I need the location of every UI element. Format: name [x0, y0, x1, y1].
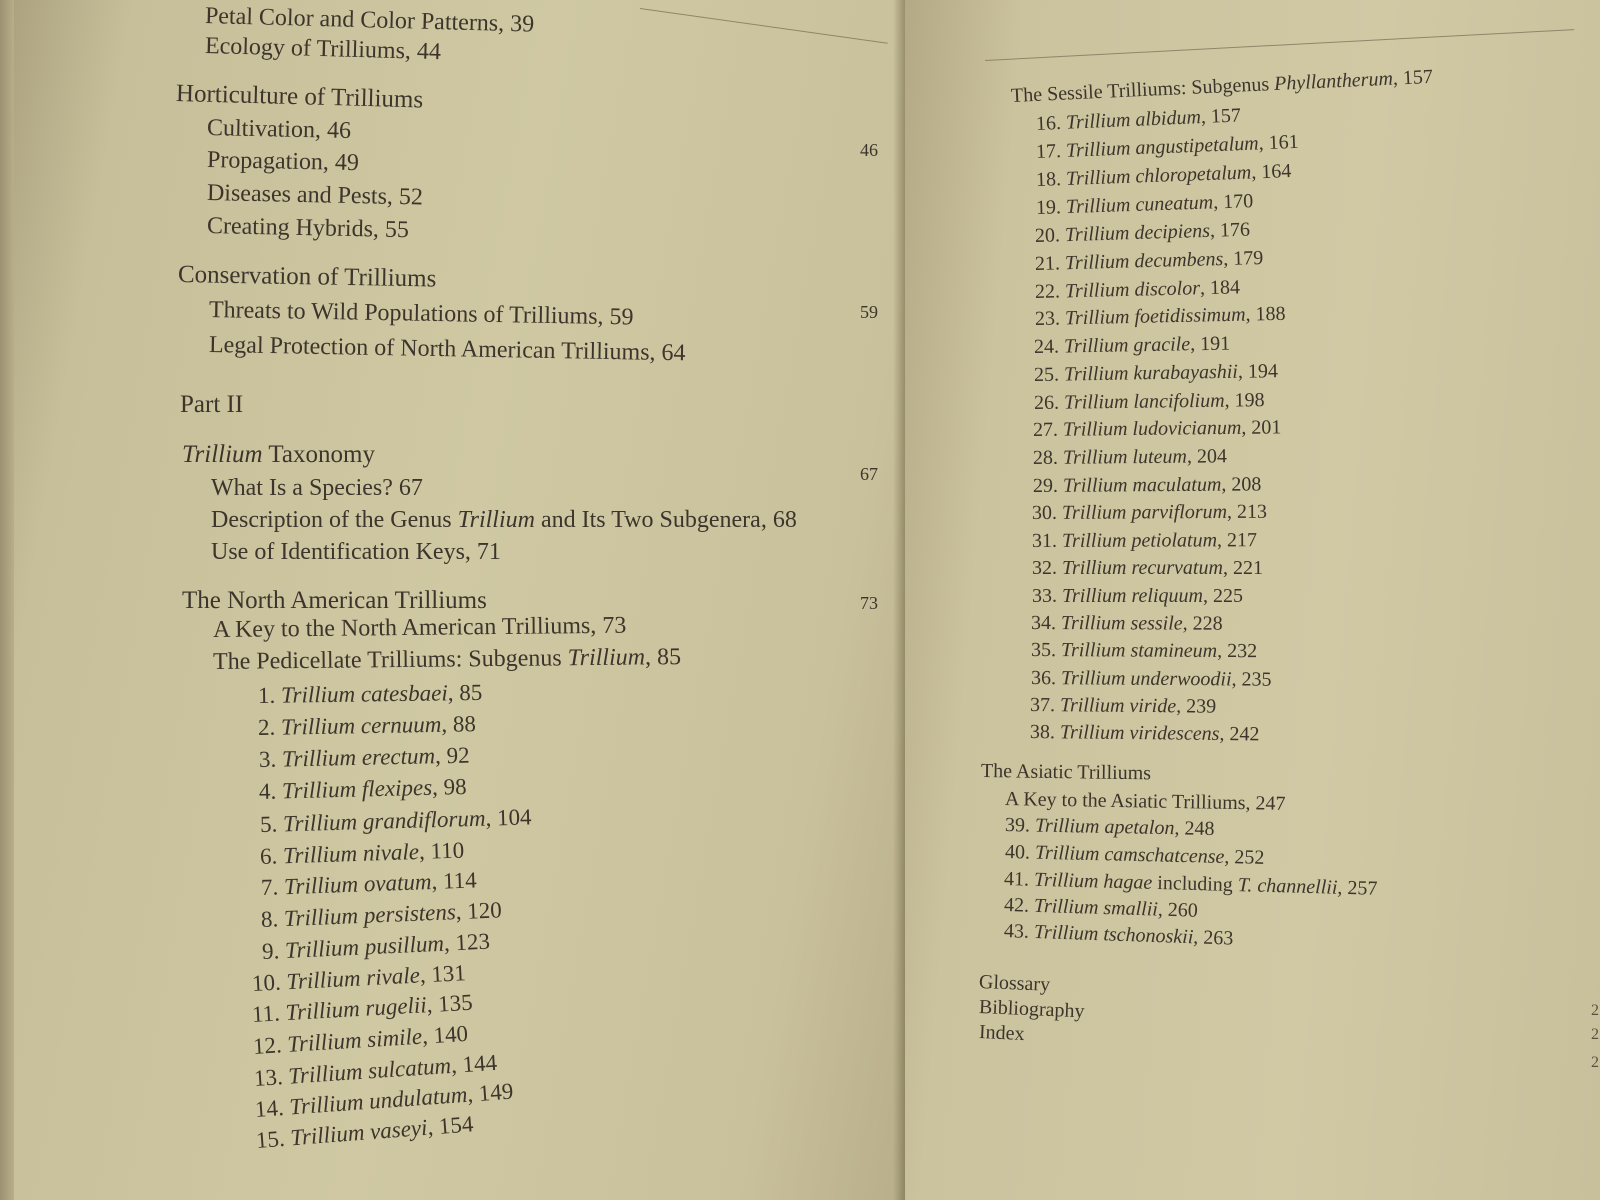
- toc-entry: Ecology of Trilliums, 44: [204, 33, 442, 66]
- toc-entry: Propagation, 49: [206, 147, 360, 177]
- species-entry: 10. Trillium rivale, 131: [251, 960, 467, 996]
- species-entry: 2. Trillium cernuum, 88: [257, 711, 477, 740]
- toc-entry: What Is a Species? 67: [211, 475, 423, 501]
- part-heading: Part II: [180, 391, 244, 418]
- species-entry: 30. Trillium parviflorum, 213: [1031, 500, 1268, 524]
- species-entry: 41. Trillium hagae including T. channellii, 257: [1003, 868, 1378, 900]
- toc-entry: A Key to the North American Trilliums, 73: [212, 612, 627, 643]
- toc-entry: Petal Color and Color Patterns, 39: [204, 3, 535, 38]
- species-entry: 8. Trillium persistens, 120: [260, 897, 503, 932]
- toc-section-heading: The North American Trilliums: [182, 587, 487, 614]
- species-entry: 35. Trillium stamineum, 232: [1030, 639, 1258, 663]
- back-matter-entry: Glossary: [978, 971, 1051, 996]
- cropped-page-number: 2: [1591, 1002, 1599, 1019]
- toc-entry: Creating Hybrids, 55: [206, 213, 410, 244]
- left-page-edge: [0, 0, 14, 1200]
- toc-entry: Threats to Wild Populations of Trilliums, 59: [208, 297, 634, 331]
- species-entry: 11. Trillium rugelii, 135: [251, 989, 474, 1027]
- species-entry: 17. Trillium angustipetalum, 161: [1035, 130, 1300, 163]
- top-rule-right: [985, 29, 1574, 61]
- species-entry: 38. Trillium viridescens, 242: [1029, 721, 1260, 746]
- species-entry: 42. Trillium smallii, 260: [1003, 894, 1199, 922]
- margin-page-number: 46: [860, 140, 878, 160]
- species-entry: 19. Trillium cuneatum, 170: [1035, 190, 1254, 219]
- species-entry: 29. Trillium maculatum, 208: [1032, 473, 1262, 497]
- species-entry: 14. Trillium undulatum, 149: [254, 1078, 515, 1122]
- species-entry: 4. Trillium flexipes, 98: [258, 773, 467, 804]
- right-page: [905, 0, 1600, 1200]
- species-entry: 18. Trillium chloropetalum, 164: [1035, 160, 1292, 191]
- species-entry: 12. Trillium simile, 140: [252, 1020, 469, 1059]
- toc-section-heading: The Sessile Trilliums: Subgenus Phyllantherum, 157: [1010, 65, 1434, 107]
- species-entry: 1. Trillium catesbaei, 85: [257, 679, 483, 708]
- species-entry: 28. Trillium luteum, 204: [1032, 445, 1227, 469]
- species-entry: 9. Trillium pusillum, 123: [261, 928, 491, 964]
- species-entry: 43. Trillium tschonoskii, 263: [1003, 920, 1234, 950]
- top-rule-left: [640, 8, 888, 44]
- species-entry: 33. Trillium reliquum, 225: [1032, 585, 1243, 607]
- back-matter-entry: Index: [978, 1021, 1025, 1046]
- toc-entry: The Pedicellate Trilliums: Subgenus Trillium, 85: [212, 644, 682, 675]
- toc-entry: Cultivation, 46: [206, 115, 352, 145]
- species-entry: 36. Trillium underwoodii, 235: [1030, 667, 1272, 691]
- cropped-page-number: 2: [1591, 1026, 1599, 1043]
- toc-section-heading: Horticulture of Trilliums: [175, 80, 424, 114]
- species-entry: 6. Trillium nivale, 110: [259, 837, 465, 869]
- species-entry: 25. Trillium kurabayashii, 194: [1033, 360, 1279, 386]
- toc-entry: Description of the Genus Trillium and Its Two Subgenera, 68: [211, 507, 797, 533]
- species-entry: 15. Trillium vaseyi, 154: [255, 1111, 475, 1153]
- species-entry: 16. Trillium albidum, 157: [1035, 104, 1242, 135]
- toc-section-heading: Trillium Taxonomy: [182, 441, 375, 468]
- toc-entry: Use of Identification Keys, 71: [211, 539, 501, 565]
- cropped-page-number: 2: [1591, 1054, 1599, 1071]
- species-entry: 31. Trillium petiolatum, 217: [1031, 529, 1258, 552]
- toc-entry: Legal Protection of North American Trilliums, 64: [208, 332, 686, 367]
- species-entry: 24. Trillium gracile, 191: [1033, 332, 1231, 358]
- toc-entry: A Key to the Asiatic Trilliums, 247: [1004, 788, 1286, 815]
- species-entry: 21. Trillium decumbens, 179: [1034, 247, 1264, 275]
- toc-section-heading: Conservation of Trilliums: [177, 261, 437, 293]
- margin-page-number: 67: [860, 464, 878, 484]
- species-entry: 20. Trillium decipiens, 176: [1034, 218, 1251, 247]
- species-entry: 26. Trillium lancifolium, 198: [1033, 389, 1265, 414]
- species-entry: 23. Trillium foetidissimum, 188: [1034, 302, 1286, 330]
- species-entry: 40. Trillium camschatcense, 252: [1004, 841, 1265, 869]
- species-entry: 3. Trillium erectum, 92: [258, 742, 470, 772]
- toc-section-heading: The Asiatic Trilliums: [980, 760, 1152, 785]
- species-entry: 7. Trillium ovatum, 114: [260, 867, 478, 900]
- species-entry: 32. Trillium recurvatum, 221: [1032, 557, 1263, 579]
- species-entry: 5. Trillium grandiflorum, 104: [259, 804, 532, 837]
- species-entry: 37. Trillium viride, 239: [1029, 694, 1217, 718]
- toc-entry: Diseases and Pests, 52: [206, 180, 424, 211]
- species-entry: 39. Trillium apetalon, 248: [1004, 814, 1215, 841]
- species-entry: 27. Trillium ludovicianum, 201: [1032, 416, 1282, 441]
- species-entry: 34. Trillium sessile, 228: [1030, 612, 1223, 635]
- margin-page-number: 73: [860, 593, 878, 613]
- margin-page-number: 59: [860, 302, 878, 322]
- species-entry: 13. Trillium sulcatum, 144: [253, 1049, 498, 1091]
- species-entry: 22. Trillium discolor, 184: [1034, 276, 1241, 303]
- back-matter-entry: Bibliography: [978, 996, 1085, 1023]
